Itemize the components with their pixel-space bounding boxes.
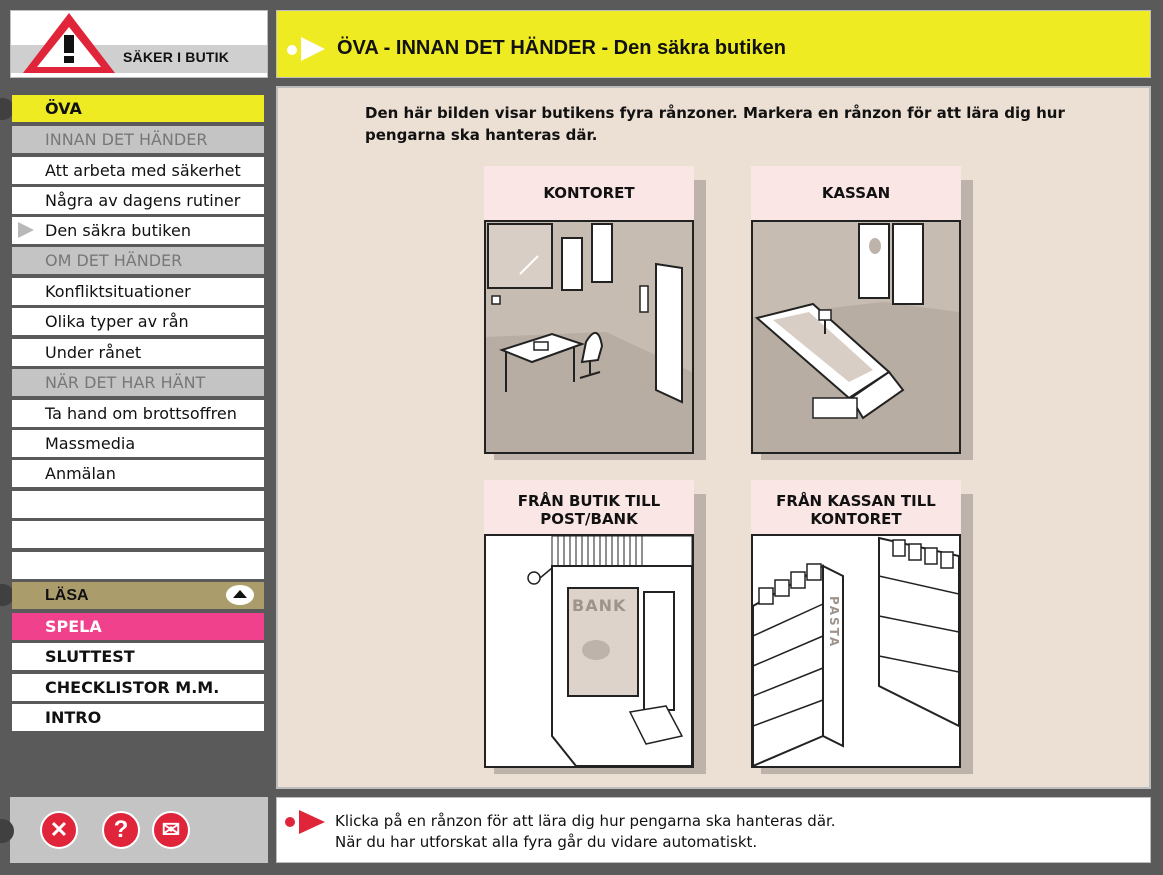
footer-instruction-1: Klicka på en rånzon för att lära dig hur pengarna ska hanteras där.	[335, 812, 836, 830]
lasa-label: LÄSA	[45, 587, 89, 604]
section-innan-det-hander: INNAN DET HÄNDER	[12, 126, 264, 153]
menu-item-att-arbeta[interactable]: Att arbeta med säkerhet	[12, 157, 264, 184]
header-arrow-icon	[301, 37, 325, 61]
menu-item-massmedia[interactable]: Massmedia	[12, 430, 264, 457]
help-button[interactable]	[102, 811, 140, 849]
mail-button[interactable]	[152, 811, 190, 849]
menu-sluttest[interactable]: SLUTTEST	[12, 643, 264, 670]
menu-checklistor[interactable]: CHECKLISTOR M.M.	[12, 674, 264, 701]
zone-picture	[484, 220, 694, 454]
main-panel	[276, 86, 1151, 789]
footer-bullet-icon	[285, 817, 295, 827]
close-icon: ✕	[49, 817, 69, 842]
office-illustration	[486, 222, 692, 452]
close-button[interactable]	[40, 811, 78, 849]
app-logo	[10, 10, 268, 78]
section-om-det-hander: OM DET HÄNDER	[12, 247, 264, 274]
mail-icon: ✉	[161, 817, 181, 842]
menu-ova[interactable]: ÖVA	[12, 95, 264, 122]
zone-picture	[751, 220, 961, 454]
logo-text: SÄKER I BUTIK	[123, 49, 230, 65]
menu-spela[interactable]: SPELA	[12, 613, 264, 640]
intro-text: Den här bilden visar butikens fyra rånzoner. Markera en rånzon för att lära dig hur pengarna ska hanteras där.	[365, 104, 1065, 144]
bottom-toolbar	[10, 797, 268, 863]
zone-kassan[interactable]	[751, 166, 961, 454]
header-bullet-icon	[287, 45, 297, 55]
collapse-up-icon[interactable]	[226, 585, 254, 605]
bank-illustration	[486, 536, 692, 766]
zone-kontoret[interactable]	[484, 166, 694, 454]
page-header	[276, 10, 1151, 78]
current-page-arrow-icon	[18, 222, 34, 238]
section-nar-det-har-hant: NÄR DET HAR HÄNT	[12, 369, 264, 396]
zone-picture	[751, 534, 961, 768]
menu-item-den-sakra-butiken[interactable]	[12, 217, 264, 244]
menu-item-label: Den säkra butiken	[45, 221, 191, 240]
bank-sign: BANK	[572, 596, 627, 615]
zone-label: KONTORET	[484, 166, 694, 220]
checkout-illustration	[753, 222, 959, 452]
menu-item-under-ranet[interactable]: Under rånet	[12, 339, 264, 366]
menu-intro[interactable]: INTRO	[12, 704, 264, 731]
footer-instruction-2: När du har utforskat alla fyra går du vidare automatiskt.	[335, 833, 758, 851]
help-icon: ?	[113, 816, 129, 843]
zone-label: FRÅN KASSAN TILL KONTORET	[751, 480, 961, 534]
zone-kassan-till-kontoret[interactable]	[751, 480, 961, 768]
menu-item-anmalan[interactable]: Anmälan	[12, 460, 264, 487]
footer-arrow-icon	[299, 810, 325, 834]
page-title: ÖVA - INNAN DET HÄNDER - Den säkra butiken	[337, 37, 786, 59]
menu-empty-slot	[12, 491, 264, 518]
pasta-sign: PASTA	[827, 596, 841, 649]
zone-label: KASSAN	[751, 166, 961, 220]
zone-picture	[484, 534, 694, 768]
toolbar-notch	[0, 819, 14, 843]
instruction-footer	[276, 797, 1151, 863]
menu-item-rutiner[interactable]: Några av dagens rutiner	[12, 187, 264, 214]
warning-triangle-icon	[19, 11, 119, 77]
menu-empty-slot	[12, 521, 264, 548]
menu-item-typer-av-ran[interactable]: Olika typer av rån	[12, 308, 264, 335]
menu-empty-slot	[12, 552, 264, 579]
shelves-illustration	[753, 536, 959, 766]
zone-label: FRÅN BUTIK TILL POST/BANK	[484, 480, 694, 534]
menu-lasa[interactable]	[12, 582, 264, 609]
menu-item-ta-hand[interactable]: Ta hand om brottsoffren	[12, 400, 264, 427]
menu-item-konflikt[interactable]: Konfliktsituationer	[12, 278, 264, 305]
zone-butik-till-bank[interactable]	[484, 480, 694, 768]
